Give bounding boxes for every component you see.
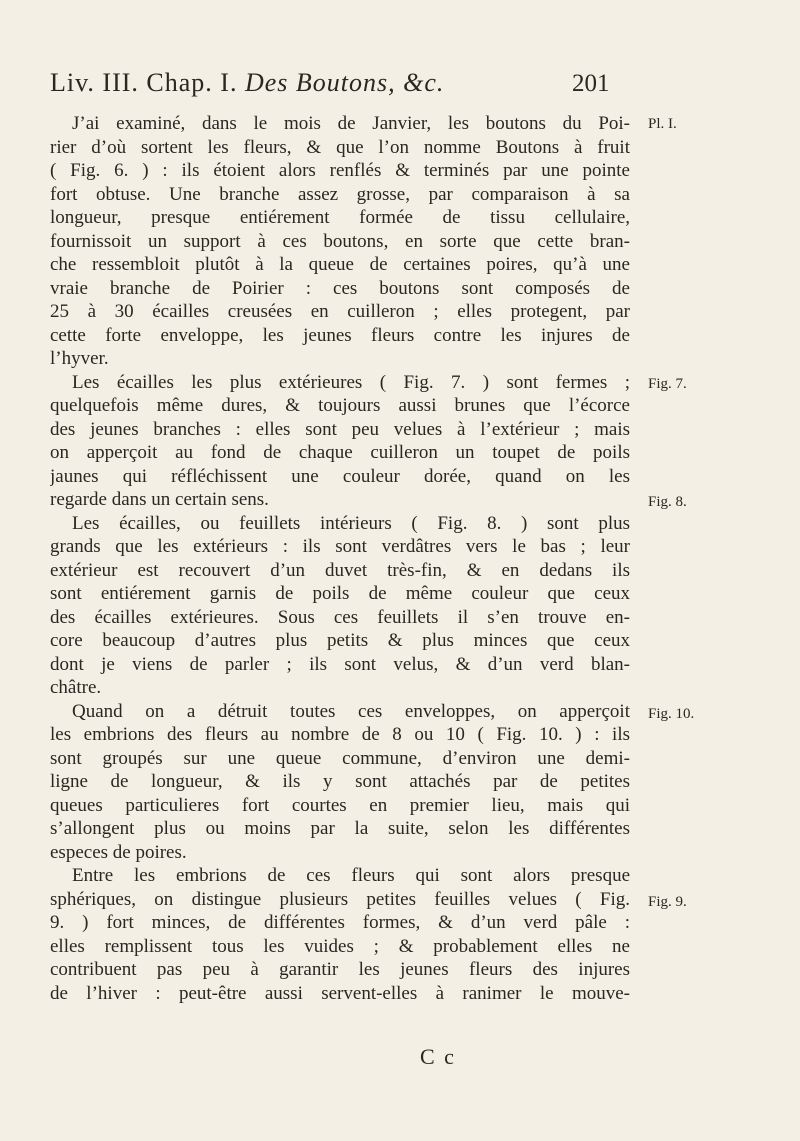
- text-line: 25 à 30 écailles creusées en cuilleron ; elles protegent, par: [50, 301, 630, 322]
- chapter-label: Chap. I.: [146, 68, 238, 97]
- text-line: fournissoit un support à ces boutons, en sorte que cette bran-: [50, 230, 630, 252]
- text-line: sont entiérement garnis de poils de même couleur que ceux: [50, 583, 630, 604]
- text-line: quelquefois même dures, & toujours aussi brunes que l’écorce: [50, 395, 630, 416]
- margin-note-fig-10: Fig. 10.: [648, 706, 695, 722]
- margin-note-fig-7: Fig. 7.: [648, 376, 687, 392]
- signature-mark: C c: [420, 1044, 456, 1069]
- text-line: des écailles extérieures. Sous ces feuillets il s’en trouve en-: [50, 606, 630, 628]
- text-line: vraie branche de Poirier : ces boutons sont composés de: [50, 277, 630, 299]
- text-line: rier d’où sortent les fleurs, & que l’on nomme Boutons à fruit: [50, 136, 630, 158]
- margin-note-fig-9: Fig. 9.: [648, 894, 687, 910]
- running-head: [50, 68, 550, 98]
- text-line: especes de poires.: [50, 841, 187, 863]
- text-line: jaunes qui réfléchissent une couleur dorée, quand on les: [50, 465, 630, 487]
- text-line: sont groupés sur une queue commune, d’environ une demi-: [50, 747, 630, 769]
- text-line: Les écailles les plus extérieures ( Fig. 7. ) sont fermes ;: [72, 371, 630, 393]
- text-line: ligne de longueur, & ils y sont attachés par de petites: [50, 771, 630, 792]
- text-line: ( Fig. 6. ) : ils étoient alors renflés & terminés par une pointe: [50, 160, 630, 181]
- text-line: dont je viens de parler ; ils sont velus, & d’un verd blan-: [50, 653, 630, 675]
- text-line: Les écailles, ou feuillets intérieurs ( Fig. 8. ) sont plus: [72, 512, 630, 534]
- text-line: J’ai examiné, dans le mois de Janvier, les boutons du Poi-: [72, 113, 630, 134]
- text-line: queues particulieres fort courtes en premier lieu, mais qui: [50, 794, 630, 816]
- text-line: extérieur est recouvert d’un duvet très-fin, & en dedans ils: [50, 559, 630, 581]
- chapter-title: Des Boutons, &c.: [244, 68, 445, 97]
- page-number: 201: [572, 70, 610, 97]
- text-line: core beaucoup d’autres plus petits & plus minces que ceux: [50, 630, 630, 651]
- text-line: contribuent pas peu à garantir les jeunes fleurs des injures: [50, 959, 630, 980]
- text-line: de l’hiver : peut-être aussi servent-elles à ranimer le mouve-: [50, 982, 630, 1004]
- text-line: châtre.: [50, 677, 102, 698]
- text-line: longueur, presque entiérement formée de tissu cellulaire,: [50, 207, 630, 228]
- text-line: fort obtuse. Une branche assez grosse, par comparaison à sa: [50, 183, 630, 205]
- margin-note-fig-8: Fig. 8.: [648, 494, 687, 510]
- text-line: l’hyver.: [50, 348, 109, 369]
- text-line: regarde dans un certain sens.: [50, 489, 269, 510]
- body-text: [50, 112, 630, 1005]
- text-line: des jeunes branches : elles sont peu velues à l’extérieur ; mais: [50, 418, 630, 440]
- text-line: les embrions des fleurs au nombre de 8 ou 10 ( Fig. 10. ) : ils: [50, 724, 630, 745]
- text-line: on apperçoit au fond de chaque cuilleron un toupet de poils: [50, 442, 630, 463]
- text-line: Quand on a détruit toutes ces enveloppes, on apperçoit: [72, 700, 630, 722]
- book-label: Liv. III.: [50, 68, 139, 97]
- text-line: sphériques, on distingue plusieurs petites feuilles velues ( Fig.: [50, 888, 630, 910]
- text-line: 9. ) fort minces, de différentes formes, & d’un verd pâle :: [50, 912, 630, 933]
- text-line: Entre les embrions de ces fleurs qui sont alors presque: [72, 865, 630, 886]
- margin-note-plate: Pl. I.: [648, 116, 677, 132]
- text-line: cette forte enveloppe, les jeunes fleurs contre les injures de: [50, 324, 630, 346]
- text-line: grands que les extérieurs : ils sont verdâtres vers le bas ; leur: [50, 536, 630, 557]
- text-line: s’allongent plus ou moins par la suite, selon les différentes: [50, 818, 630, 839]
- text-line: elles remplissent tous les vuides ; & probablement elles ne: [50, 935, 630, 957]
- text-line: che ressembloit plutôt à la queue de certaines poires, qu’à une: [50, 254, 630, 275]
